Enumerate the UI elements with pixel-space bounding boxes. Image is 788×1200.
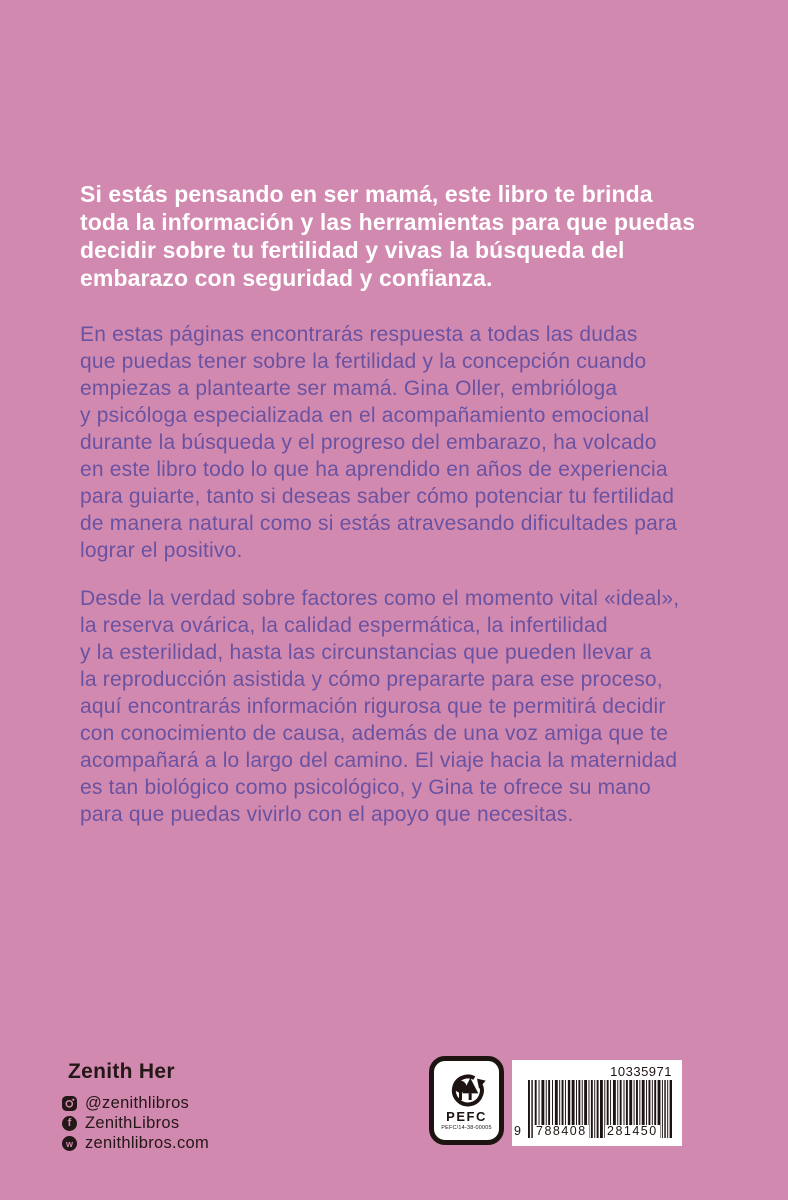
ean-group-2: 281450 — [607, 1124, 658, 1138]
ean-prefix-digit: 9 — [514, 1124, 523, 1138]
website-url: zenithlibros.com — [85, 1134, 210, 1152]
pefc-trees-icon — [447, 1072, 487, 1108]
body-line: que puedas tener sobre la fertilidad y la concepción cuando — [80, 350, 647, 373]
facebook-handle: ZenithLibros — [85, 1114, 180, 1132]
body-line: acompañará a lo largo del camino. El viaje hacia la maternidad — [80, 749, 678, 772]
ean-group-1: 788408 — [536, 1124, 587, 1138]
body-line: en este libro todo lo que ha aprendido en años de experiencia — [80, 458, 668, 481]
body-line: es tan biológico como psicológico, y Gina te ofrece su mano — [80, 776, 651, 799]
social-row-instagram — [62, 1094, 209, 1113]
body-line: y la esterilidad, hasta las circunstancias que pueden llevar a — [80, 641, 652, 664]
body-line: y psicóloga especializada en el acompañamiento emocional — [80, 404, 650, 427]
lead-line: Si estás pensando en ser mamá, este libro te brinda — [80, 181, 653, 207]
body-line: durante la búsqueda y el progreso del embarazo, ha volcado — [80, 431, 657, 454]
web-icon: w — [62, 1136, 77, 1151]
body-line: para guiarte, tanto si deseas saber cómo potenciar tu fertilidad — [80, 485, 675, 508]
body-line: Desde la verdad sobre factores como el momento vital «ideal», — [80, 587, 680, 610]
body-paragraph-1 — [80, 321, 677, 564]
lead-line: embarazo con seguridad y confianza. — [80, 265, 493, 291]
pefc-label: PEFC — [446, 1109, 487, 1124]
instagram-icon — [62, 1096, 77, 1111]
body-line: En estas páginas encontrarás respuesta a todas las dudas — [80, 323, 638, 346]
barcode-block — [512, 1060, 682, 1146]
social-links — [62, 1094, 209, 1154]
facebook-icon: f — [62, 1116, 77, 1131]
social-row-facebook — [62, 1114, 209, 1133]
body-line: la reserva ovárica, la calidad espermática, la infertilidad — [80, 614, 608, 637]
publisher-logo-text: Zenith Her — [68, 1060, 175, 1083]
instagram-handle: @zenithlibros — [85, 1094, 190, 1112]
pefc-badge — [429, 1056, 504, 1145]
lead-paragraph — [80, 180, 695, 292]
lead-line: toda la información y las herramientas para que puedas — [80, 209, 696, 235]
body-paragraph-2 — [80, 585, 679, 828]
body-line: de manera natural como si estás atravesando dificultades para — [80, 512, 678, 535]
body-line: aquí encontrarás información rigurosa que te permitirá decidir — [80, 695, 666, 718]
body-line: empiezas a plantearte ser mamá. Gina Oller, embrióloga — [80, 377, 618, 400]
ean-barcode — [514, 1080, 672, 1138]
body-line: para que puedas vivirlo con el apoyo que necesitas. — [80, 803, 574, 826]
social-row-website — [62, 1134, 209, 1153]
body-line: lograr el positivo. — [80, 539, 243, 562]
body-line: con conocimiento de causa, además de una voz amiga que te — [80, 722, 669, 745]
lead-line: decidir sobre tu fertilidad y vivas la búsqueda del — [80, 237, 625, 263]
pefc-cert-number: PEFC/14-38-00005 — [441, 1125, 492, 1131]
body-line: la reproducción asistida y cómo prepararte para ese proceso, — [80, 668, 663, 691]
product-code: 10335971 — [610, 1064, 672, 1079]
